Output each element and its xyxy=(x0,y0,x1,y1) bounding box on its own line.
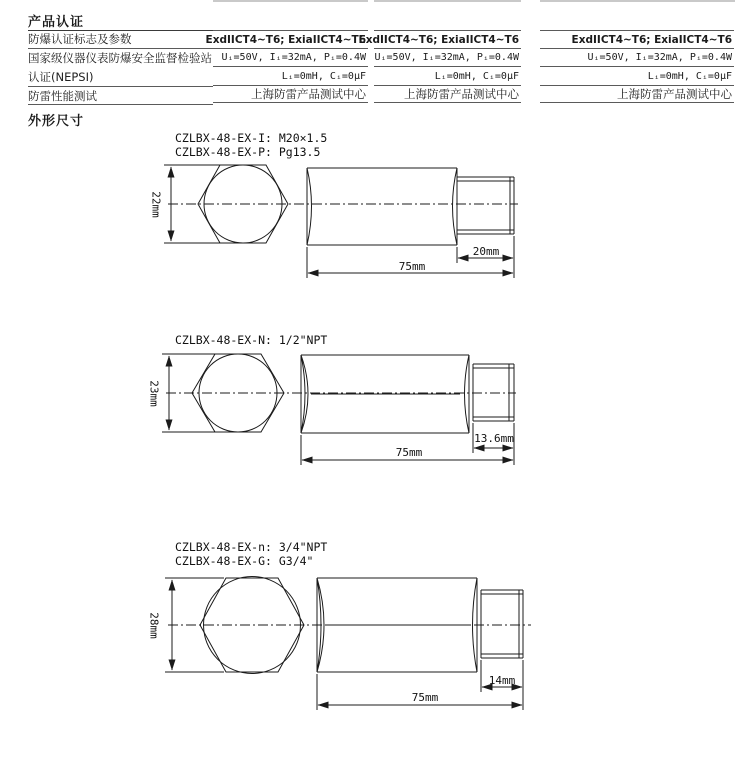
drawing3-model-label: CZLBX-48-EX-G: G3/4" xyxy=(175,554,314,568)
drawing3-total-length-dim: 75mm xyxy=(411,691,439,704)
cert-cell: 上海防雷产品测试中心 xyxy=(540,86,734,103)
cert-cell: Lᵢ=0mH, Cᵢ=0μF xyxy=(540,67,734,86)
cert-cell: ExdIICT4~T6; ExiaIICT4~T6 xyxy=(213,31,368,49)
cert-cell: ExdIICT4~T6; ExiaIICT4~T6 xyxy=(374,31,521,49)
dim-section-title: 外形尺寸 xyxy=(28,114,85,129)
drawing3-hex-diameter-dim: 28mm xyxy=(147,612,161,639)
cert-cell: Uᵢ=50V, Iᵢ=32mA, Pᵢ=0.4W xyxy=(540,49,734,67)
drawing1-thread-length-dim: 20mm xyxy=(472,245,500,258)
cert-section-title: 产品认证 xyxy=(28,11,253,31)
cert-row-label: 国家级仪器仪表防爆安全监督检验站 xyxy=(28,51,212,65)
cert-cell: Lᵢ=0mH, Cᵢ=0μF xyxy=(213,67,368,86)
drawing3-model-label: CZLBX-48-EX-n: 3/4"NPT xyxy=(175,540,328,554)
drawing3-end-view xyxy=(200,577,304,674)
drawing2-hex-diameter-dim: 23mm xyxy=(147,380,161,407)
cert-cell: ExdIICT4~T6; ExiaIICT4~T6 xyxy=(540,31,734,49)
cert-cell: Uᵢ=50V, Iᵢ=32mA, Pᵢ=0.4W xyxy=(213,49,368,67)
drawing1-model-label: CZLBX-48-EX-P: Pg13.5 xyxy=(175,145,321,159)
cert-cell: 上海防雷产品测试中心 xyxy=(213,86,368,103)
drawing1-hex-diameter-dim: 22mm xyxy=(149,191,163,218)
cert-cell: Lᵢ=0mH, Cᵢ=0μF xyxy=(374,67,521,86)
cert-row-label: 认证(NEPSI) xyxy=(28,67,213,87)
drawing1-length-dimensions xyxy=(307,236,514,278)
drawing2-model-label: CZLBX-48-EX-N: 1/2"NPT xyxy=(175,333,328,347)
drawing2-total-length-dim: 75mm xyxy=(395,446,423,459)
drawing2-thread-length-dim: 13.6mm xyxy=(474,432,514,445)
cert-row-label: 防雷性能测试 xyxy=(28,87,213,105)
drawing2-length-dimensions xyxy=(301,423,514,465)
drawing3-thread-length-dim: 14mm xyxy=(488,674,516,687)
drawing1-model-label: CZLBX-48-EX-I: M20×1.5 xyxy=(175,131,328,145)
drawing3-length-dimensions xyxy=(317,660,523,710)
cert-cell: 上海防雷产品测试中心 xyxy=(374,86,521,103)
drawing1-side-view xyxy=(307,168,514,245)
drawing1-total-length-dim: 75mm xyxy=(398,260,426,273)
cert-row-label: 防爆认证标志及参数 xyxy=(28,30,213,49)
cert-cell: Uᵢ=50V, Iᵢ=32mA, Pᵢ=0.4W xyxy=(374,49,521,67)
